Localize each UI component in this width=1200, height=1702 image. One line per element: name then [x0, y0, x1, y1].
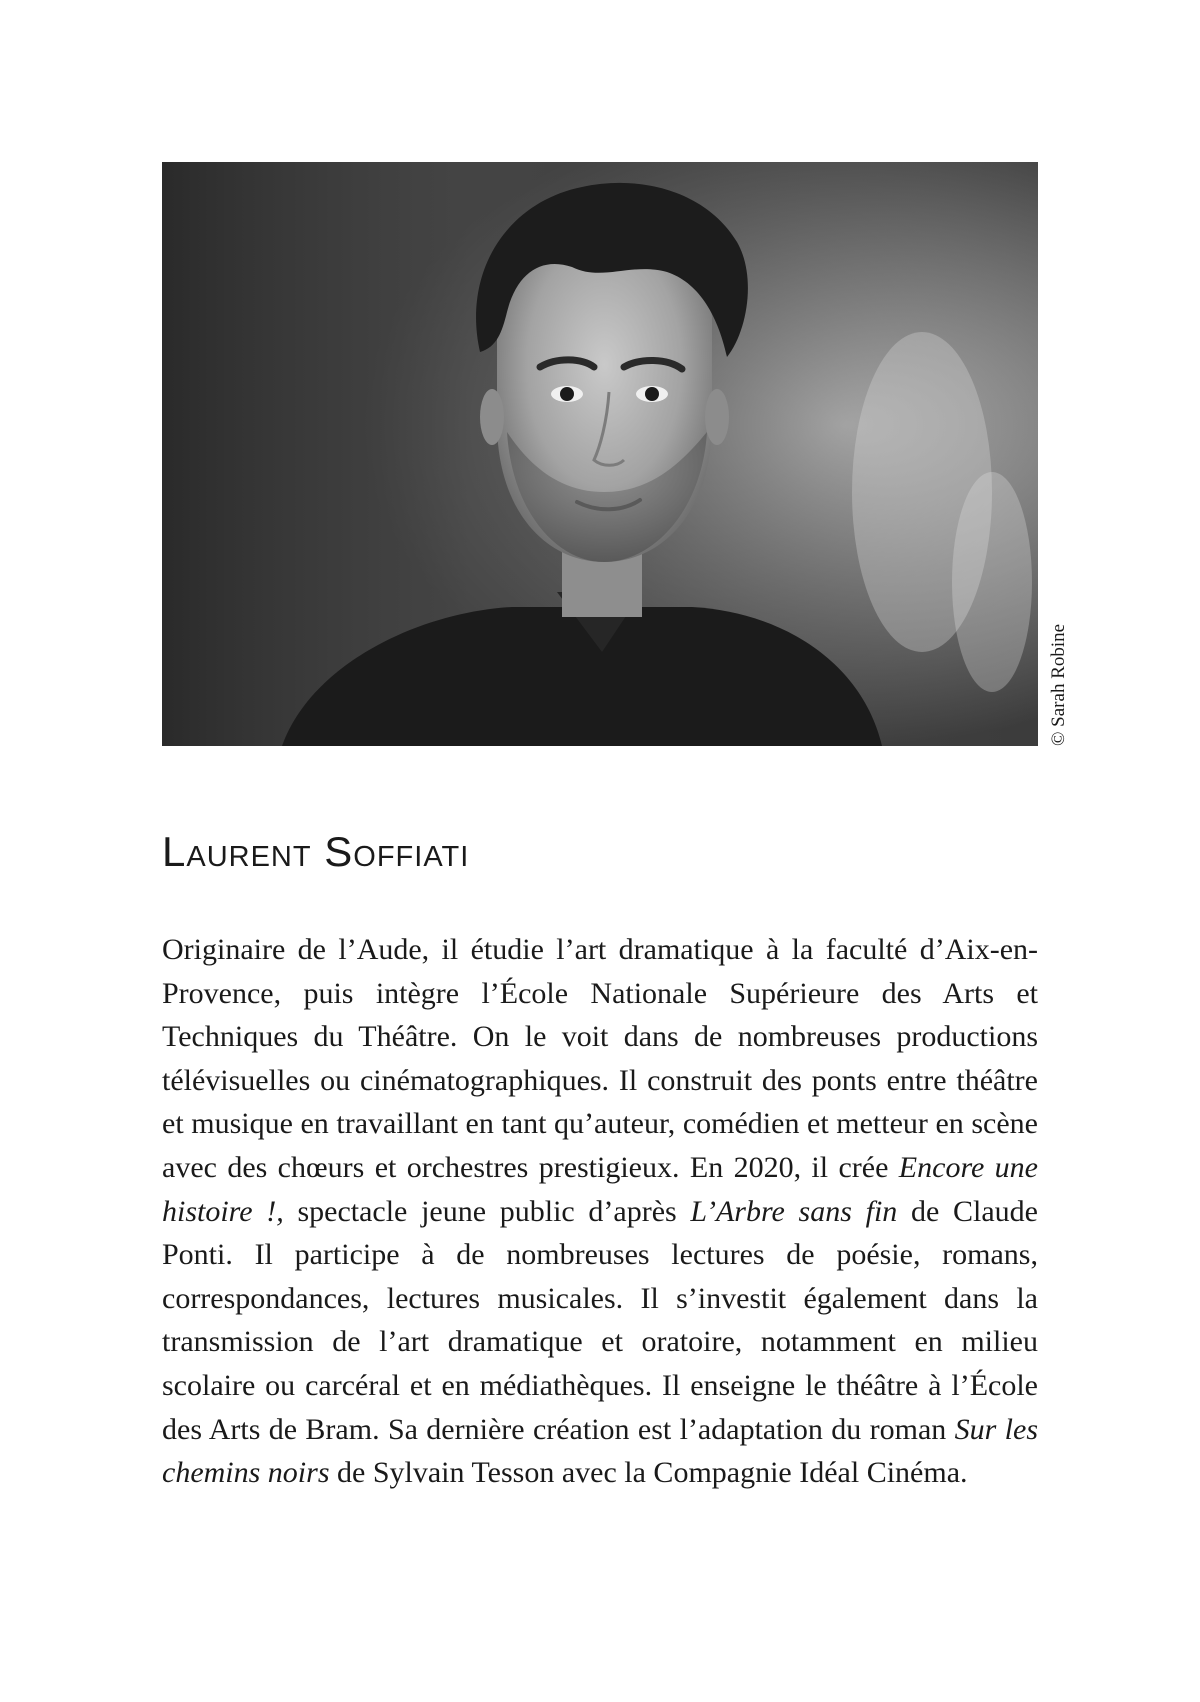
bio-title-sur-les-chemins-noirs: Sur les chemins noirs	[162, 1412, 1039, 1490]
bio-title-arbre-sans-fin: L’Arbre sans fin	[690, 1194, 898, 1228]
bio-text-4: de Sylvain Tesson avec la Compagnie Idéal Cinéma.	[329, 1456, 968, 1490]
author-portrait-photo	[162, 162, 1038, 746]
author-name-heading: Laurent Soffiati	[162, 828, 470, 875]
bio-title-encore-une-histoire: Encore une histoire !,	[162, 1150, 1039, 1228]
photo-credit: © Sarah Robine	[1048, 623, 1069, 746]
author-biography	[162, 928, 1038, 1495]
bio-text-1: Originaire de l’Aude, il étudie l’art dramatique à la faculté d’Aix-en-Provence, puis intègre l’École Nationale Supérieure des Arts et Techniques du Théâtre. On le voit dans de nombreuses productions télévisuelles ou cinématographiques. Il construit des ponts entre théâtre et musique en travaillant en tant qu’auteur, comédien et metteur en scène avec des chœurs et orchestres prestigieux. En 2020, il crée	[162, 933, 1038, 1184]
bio-text-2: spectacle jeune public d’après	[283, 1194, 691, 1228]
portrait-illustration	[162, 162, 1038, 746]
bio-text-3: de Claude Ponti. Il participe à de nombreuses lectures de poésie, romans, correspondances, lectures musicales. Il s’investit également dans la transmission de l’art dramatique et oratoire, notamment en milieu scolaire ou carcéral et en médiathèques. Il enseigne le théâtre à l’École des Arts de Bram. Sa dernière création est l’adaptation du roman	[162, 1194, 1038, 1446]
